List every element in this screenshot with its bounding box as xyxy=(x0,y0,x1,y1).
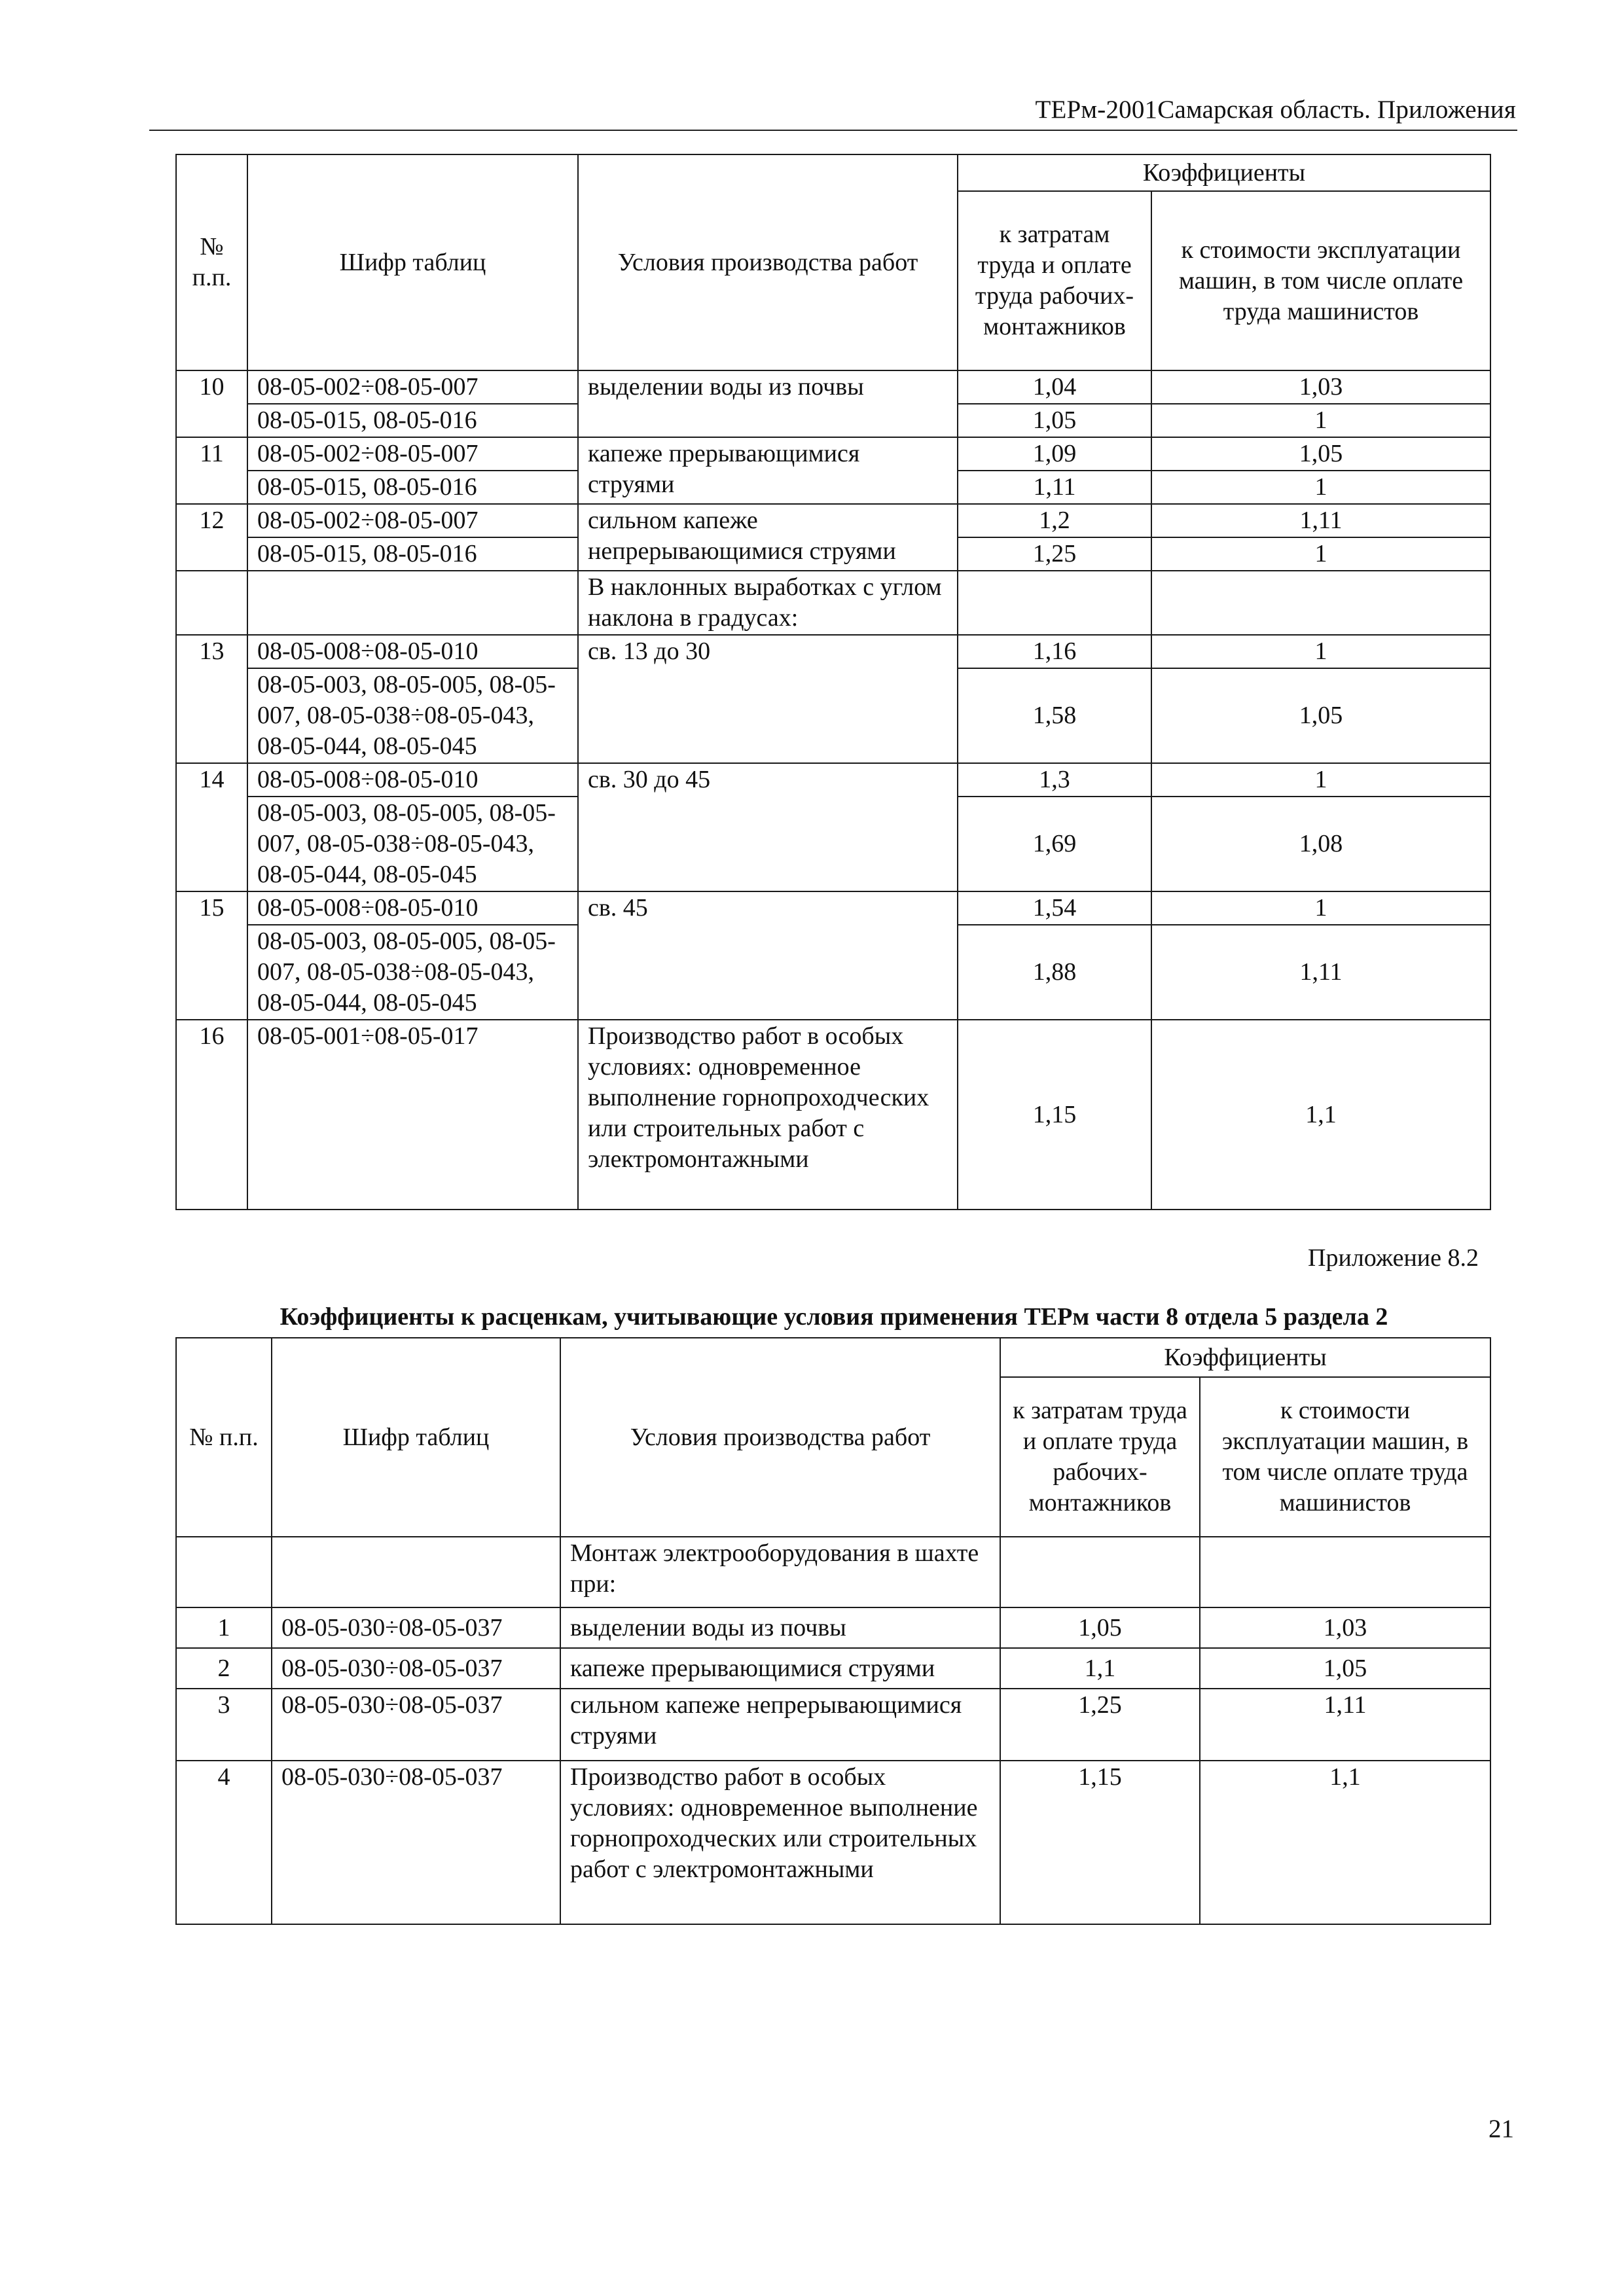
header-conditions: Условия производства работ xyxy=(560,1338,1000,1537)
row-code: 08-05-015, 08-05-016 xyxy=(247,537,578,571)
row-labor: 1,05 xyxy=(1000,1607,1200,1648)
empty-cell xyxy=(176,571,247,635)
row-labor: 1,54 xyxy=(958,891,1151,925)
row-code: 08-05-015, 08-05-016 xyxy=(247,471,578,504)
row-machines: 1,11 xyxy=(1151,925,1490,1020)
row-condition: Производство работ в особых условиях: одновременное выполнение горнопроходческих или строительных работ с электромонтажными xyxy=(560,1761,1000,1924)
row-condition: св. 30 до 45 xyxy=(578,763,958,891)
running-header: ТЕРм-2001Самарская область. Приложения xyxy=(1035,96,1516,124)
empty-cell xyxy=(176,1537,272,1607)
row-num: 3 xyxy=(176,1689,272,1761)
row-labor: 1,11 xyxy=(958,471,1151,504)
row-code: 08-05-001÷08-05-017 xyxy=(247,1020,578,1210)
header-conditions: Условия производства работ xyxy=(578,154,958,370)
row-labor: 1,3 xyxy=(958,763,1151,797)
row-labor: 1,2 xyxy=(958,504,1151,537)
row-condition: сильном капеже непрерывающимися струями xyxy=(560,1689,1000,1761)
header-code: Шифр таблиц xyxy=(247,154,578,370)
row-num: 15 xyxy=(176,891,247,1020)
section-heading: В наклонных выработках с углом наклона в градусах: xyxy=(578,571,958,635)
page-number: 21 xyxy=(1489,2115,1514,2143)
coefficients-table-2 xyxy=(175,1337,1491,1925)
row-code: 08-05-008÷08-05-010 xyxy=(247,635,578,668)
row-num: 14 xyxy=(176,763,247,891)
empty-cell xyxy=(247,571,578,635)
row-code: 08-05-002÷08-05-007 xyxy=(247,437,578,471)
table-caption: Коэффициенты к расценкам, учитывающие условия применения ТЕРм части 8 отдела 5 раздела 2 xyxy=(280,1303,1388,1331)
row-machines: 1 xyxy=(1151,471,1490,504)
row-labor: 1,15 xyxy=(1000,1761,1200,1924)
row-code: 08-05-003, 08-05-005, 08-05-007, 08-05-038÷08-05-043, 08-05-044, 08-05-045 xyxy=(247,668,578,763)
row-machines: 1 xyxy=(1151,763,1490,797)
row-labor: 1,1 xyxy=(1000,1648,1200,1689)
header-num: № п.п. xyxy=(176,1338,272,1537)
section-heading: Монтаж электрооборудования в шахте при: xyxy=(560,1537,1000,1607)
header-code: Шифр таблиц xyxy=(272,1338,560,1537)
empty-cell xyxy=(1151,571,1490,635)
appendix-label: Приложение 8.2 xyxy=(1308,1244,1479,1272)
row-num: 12 xyxy=(176,504,247,571)
row-machines: 1,05 xyxy=(1151,437,1490,471)
row-num: 4 xyxy=(176,1761,272,1924)
row-code: 08-05-003, 08-05-005, 08-05-007, 08-05-038÷08-05-043, 08-05-044, 08-05-045 xyxy=(247,797,578,891)
header-labor: к затратам труда и оплате труда рабочих-монтажников xyxy=(958,191,1151,370)
row-machines: 1 xyxy=(1151,537,1490,571)
row-machines: 1 xyxy=(1151,404,1490,437)
row-num: 2 xyxy=(176,1648,272,1689)
row-machines: 1,11 xyxy=(1200,1689,1490,1761)
row-machines: 1,03 xyxy=(1200,1607,1490,1648)
empty-cell xyxy=(272,1537,560,1607)
row-machines: 1,11 xyxy=(1151,504,1490,537)
row-condition: св. 45 xyxy=(578,891,958,1020)
row-code: 08-05-002÷08-05-007 xyxy=(247,504,578,537)
row-machines: 1,08 xyxy=(1151,797,1490,891)
row-code: 08-05-015, 08-05-016 xyxy=(247,404,578,437)
row-num: 10 xyxy=(176,370,247,437)
header-coefficients: Коэффициенты xyxy=(958,154,1490,191)
empty-cell xyxy=(1200,1537,1490,1607)
row-labor: 1,58 xyxy=(958,668,1151,763)
row-code: 08-05-008÷08-05-010 xyxy=(247,891,578,925)
row-code: 08-05-003, 08-05-005, 08-05-007, 08-05-038÷08-05-043, 08-05-044, 08-05-045 xyxy=(247,925,578,1020)
row-machines: 1,1 xyxy=(1151,1020,1490,1210)
header-labor: к затратам труда и оплате труда рабочих-монтажников xyxy=(1000,1377,1200,1537)
row-labor: 1,88 xyxy=(958,925,1151,1020)
row-condition: выделении воды из почвы xyxy=(560,1607,1000,1648)
row-labor: 1,05 xyxy=(958,404,1151,437)
row-code: 08-05-030÷08-05-037 xyxy=(272,1648,560,1689)
row-machines: 1,1 xyxy=(1200,1761,1490,1924)
row-machines: 1 xyxy=(1151,635,1490,668)
row-code: 08-05-008÷08-05-010 xyxy=(247,763,578,797)
empty-cell xyxy=(1000,1537,1200,1607)
row-labor: 1,25 xyxy=(958,537,1151,571)
row-labor: 1,25 xyxy=(1000,1689,1200,1761)
row-labor: 1,16 xyxy=(958,635,1151,668)
row-code: 08-05-030÷08-05-037 xyxy=(272,1689,560,1761)
row-code: 08-05-030÷08-05-037 xyxy=(272,1607,560,1648)
row-condition: сильном капеже непрерывающимися струями xyxy=(578,504,958,571)
row-labor: 1,69 xyxy=(958,797,1151,891)
header-coefficients: Коэффициенты xyxy=(1000,1338,1490,1377)
row-condition: капеже прерывающимися струями xyxy=(578,437,958,504)
empty-cell xyxy=(958,571,1151,635)
row-labor: 1,04 xyxy=(958,370,1151,404)
row-machines: 1 xyxy=(1151,891,1490,925)
row-condition: капеже прерывающимися струями xyxy=(560,1648,1000,1689)
header-machines: к стоимости эксплуатации машин, в том числе оплате труда машинистов xyxy=(1151,191,1490,370)
header-num: № п.п. xyxy=(176,154,247,370)
header-rule xyxy=(149,130,1517,131)
row-machines: 1,05 xyxy=(1200,1648,1490,1689)
row-num: 11 xyxy=(176,437,247,504)
row-condition: св. 13 до 30 xyxy=(578,635,958,763)
row-num: 13 xyxy=(176,635,247,763)
row-condition: выделении воды из почвы xyxy=(578,370,958,437)
coefficients-table-1 xyxy=(175,154,1491,1210)
row-labor: 1,15 xyxy=(958,1020,1151,1210)
row-condition: Производство работ в особых условиях: одновременное выполнение горнопроходческих или строительных работ с электромонтажными xyxy=(578,1020,958,1210)
row-labor: 1,09 xyxy=(958,437,1151,471)
row-machines: 1,05 xyxy=(1151,668,1490,763)
row-num: 16 xyxy=(176,1020,247,1210)
header-machines: к стоимости эксплуатации машин, в том числе оплате труда машинистов xyxy=(1200,1377,1490,1537)
row-machines: 1,03 xyxy=(1151,370,1490,404)
row-num: 1 xyxy=(176,1607,272,1648)
row-code: 08-05-002÷08-05-007 xyxy=(247,370,578,404)
row-code: 08-05-030÷08-05-037 xyxy=(272,1761,560,1924)
